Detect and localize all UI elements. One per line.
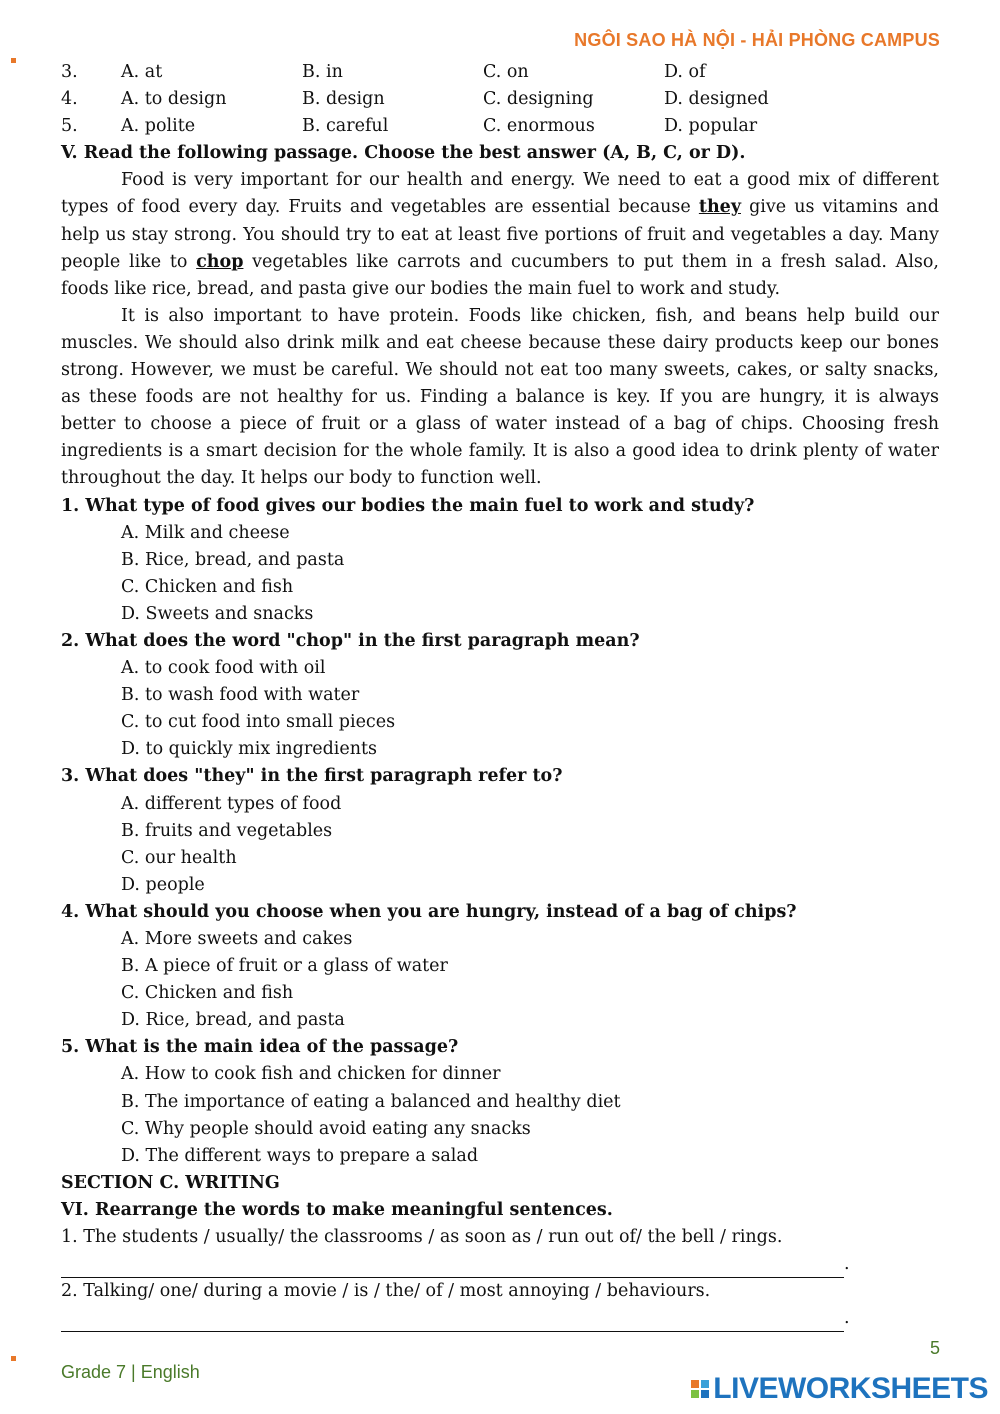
question-title: 5. What is the main idea of the passage? [61,1037,459,1058]
question-1 [61,493,939,628]
option-d[interactable]: D. designed [664,89,769,110]
option-d[interactable]: D. of [664,62,706,82]
prev-item-row [61,59,939,86]
answer-option[interactable]: D. people [121,874,205,895]
prev-item-row [61,113,939,140]
question-title: 1. What type of food gives our bodies the main fuel to work and study? [61,495,755,516]
brand-wordmark: LIVEWORKSHEETS [713,1372,988,1405]
item-number: 5. [61,116,78,137]
liveworksheets-icon [691,1380,709,1398]
answer-option[interactable]: A. to cook food with oil [121,658,326,679]
footer-grade-label: Grade 7 | English [61,1362,200,1382]
section-v-title: V. Read the following passage. Choose the best answer (A, B, C, or D). [61,143,746,164]
answer-option[interactable]: B. Rice, bread, and pasta [121,549,345,570]
worksheet-content [61,59,939,1332]
previous-items [61,59,939,140]
option-c[interactable]: C. designing [483,89,594,110]
option-d[interactable]: D. popular [664,116,758,137]
answer-option[interactable]: A. How to cook fish and chicken for dinner [121,1064,501,1085]
question-3 [61,763,939,898]
section-vi-title: VI. Rearrange the words to make meaningful sentences. [61,1199,613,1220]
corner-marker-top [11,58,16,63]
answer-option[interactable]: B. fruits and vegetables [121,820,333,841]
keyword-chop: chop [196,251,244,272]
answer-option[interactable]: C. Chicken and fish [121,983,294,1004]
line-end-period: . [844,1254,850,1275]
answer-option[interactable]: D. Sweets and snacks [121,603,314,624]
passage-text: vegetables like carrots and cucumbers to put them in a fresh salad. Also, foods like rice, bread, and pasta give our bodies the main fuel to work and study. [61,251,939,299]
answer-option[interactable]: D. Rice, bread, and pasta [121,1010,345,1031]
item-number: 3. [61,62,78,82]
option-c[interactable]: C. on [483,62,529,82]
question-title: 3. What does "they" in the first paragraph refer to? [61,766,563,787]
answer-blank[interactable] [61,1311,844,1332]
answer-option[interactable]: B. The importance of eating a balanced and healthy diet [121,1091,621,1112]
answer-option[interactable]: B. A piece of fruit or a glass of water [121,956,448,977]
answer-option[interactable]: C. to cut food into small pieces [121,712,396,733]
option-a[interactable]: A. at [121,62,163,82]
answer-option[interactable]: A. Milk and cheese [121,522,290,543]
option-b[interactable]: B. careful [302,116,389,137]
passage-text: Food is very important for our health and energy. We need to eat a good mix of different types of food every day. Fruits and vegetables are essential because [61,170,939,218]
answer-option[interactable]: C. our health [121,847,237,868]
answer-option[interactable]: D. to quickly mix ingredients [121,739,378,760]
line-end-period: . [844,1308,850,1329]
liveworksheets-logo[interactable] [691,1372,988,1406]
answer-line-2[interactable] [61,1305,939,1332]
item-number: 4. [61,89,78,110]
option-a[interactable]: A. to design [121,89,227,110]
option-c[interactable]: C. enormous [483,116,595,137]
header-title: NGÔI SAO HÀ NỘI - HẢI PHÒNG CAMPUS [574,30,940,50]
rearrange-prompt-2: 2. Talking/ one/ during a movie / is / the/ of / most annoying / behaviours. [61,1281,711,1302]
passage-paragraph-1 [61,167,939,302]
section-c-title: SECTION C. WRITING [61,1172,280,1193]
answer-line-1[interactable] [61,1251,939,1278]
question-title: 2. What does the word "chop" in the first paragraph mean? [61,630,640,651]
question-2 [61,628,939,763]
rearrange-prompt-1: 1. The students / usually/ the classrooms / as soon as / run out of/ the bell / rings. [61,1227,783,1248]
option-b[interactable]: B. in [302,62,343,82]
passage-text: give us vitamins and help us stay strong. You should try to eat at least five portions of fruit and vegetables a day. Many people like to [61,197,940,272]
keyword-they: they [698,197,741,218]
question-5 [61,1034,939,1169]
answer-option[interactable]: C. Chicken and fish [121,576,294,597]
answer-option[interactable]: D. The different ways to prepare a salad [121,1145,479,1166]
page-number: 5 [929,1338,940,1358]
answer-option[interactable]: A. different types of food [121,793,342,814]
option-a[interactable]: A. polite [121,116,196,137]
prev-item-row [61,86,939,113]
answer-option[interactable]: B. to wash food with water [121,685,360,706]
corner-marker-bottom [11,1356,16,1361]
option-b[interactable]: B. design [302,89,385,110]
question-4 [61,899,939,1034]
answer-blank[interactable] [61,1257,844,1278]
answer-option[interactable]: C. Why people should avoid eating any snacks [121,1118,531,1139]
answer-option[interactable]: A. More sweets and cakes [121,929,353,949]
question-title: 4. What should you choose when you are hungry, instead of a bag of chips? [61,901,797,922]
passage-paragraph-2: It is also important to have protein. Foods like chicken, fish, and beans help build our muscles. We should also drink milk and eat cheese because these dairy products keep our bones strong. However, we must be careful. We should not eat too many sweets, cakes, or salty snacks, as these foods are not healthy for us. Finding a balance is key. If you are hungry, it is always better to choose a piece of fruit or a glass of water instead of a bag of chips. Choosing fresh ingredients is a smart decision for the whole family. It is also a good idea to drink plenty of water throughout the day. It helps our body to function well. [61,305,939,489]
